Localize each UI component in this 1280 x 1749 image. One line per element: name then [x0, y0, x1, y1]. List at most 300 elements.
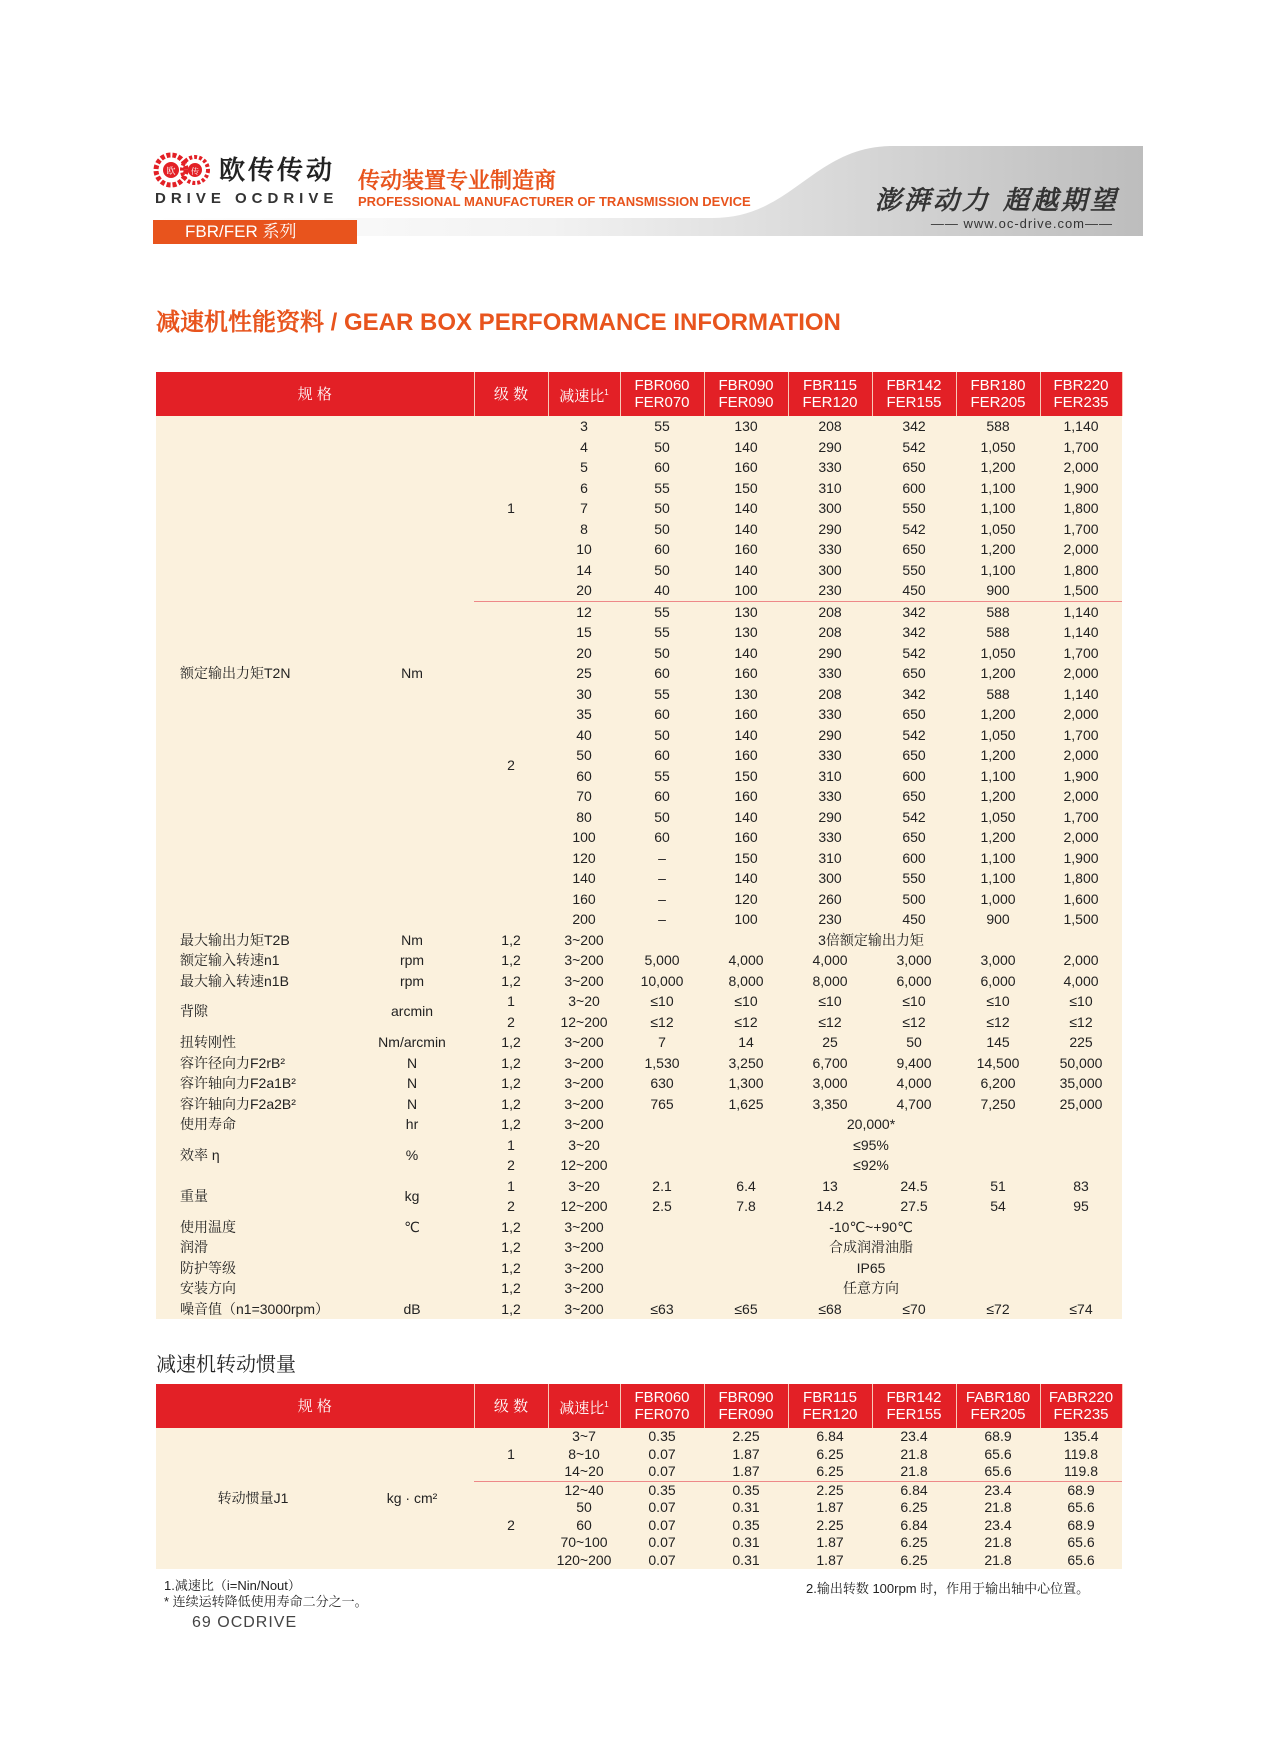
- spec-label: 使用寿命: [156, 1114, 350, 1135]
- ratio-cell: 20: [548, 643, 620, 664]
- value-cell: 450: [872, 909, 956, 930]
- value-cell: 1,600: [1040, 889, 1122, 910]
- value-cell: –: [620, 889, 704, 910]
- ratio-cell: 3~7: [548, 1428, 620, 1446]
- value-cell: 588: [956, 622, 1040, 643]
- ratio-cell: 3~200: [548, 1299, 620, 1320]
- value-cell: 1,100: [956, 766, 1040, 787]
- spec-label: 最大输入转速n1B: [156, 971, 350, 992]
- value-cell: 0.07: [620, 1446, 704, 1464]
- value-cell: 21.8: [956, 1534, 1040, 1552]
- value-cell: 1,700: [1040, 437, 1122, 458]
- value-cell: 130: [704, 601, 788, 622]
- value-cell: 450: [872, 580, 956, 601]
- stage-cell: 1,2: [474, 1217, 548, 1238]
- value-cell: 65.6: [1040, 1552, 1122, 1570]
- span-value-cell: 合成润滑油脂: [620, 1237, 1122, 1258]
- ratio-cell: 8: [548, 519, 620, 540]
- spec-unit: [350, 1237, 474, 1258]
- span-value-cell: IP65: [620, 1258, 1122, 1279]
- value-cell: 0.07: [620, 1534, 704, 1552]
- stage-cell: 1: [474, 1135, 548, 1156]
- value-cell: 310: [788, 766, 872, 787]
- table-row: [156, 1032, 1122, 1053]
- ratio-cell: 10: [548, 539, 620, 560]
- ratio-cell: 4: [548, 437, 620, 458]
- value-cell: 290: [788, 725, 872, 746]
- value-cell: 342: [872, 416, 956, 437]
- value-cell: ≤10: [1040, 991, 1122, 1012]
- span-value-cell: 3倍额定输出力矩: [620, 930, 1122, 951]
- spec-label: 使用温度: [156, 1217, 350, 1238]
- value-cell: 160: [704, 539, 788, 560]
- value-cell: 3,250: [704, 1053, 788, 1074]
- value-cell: 310: [788, 478, 872, 499]
- value-cell: 2.25: [788, 1517, 872, 1535]
- value-cell: 4,000: [1040, 971, 1122, 992]
- value-cell: 230: [788, 580, 872, 601]
- performance-table: [156, 372, 1123, 1319]
- value-cell: 3,000: [956, 950, 1040, 971]
- value-cell: 600: [872, 766, 956, 787]
- value-cell: 6.25: [872, 1552, 956, 1570]
- value-cell: 1.87: [704, 1446, 788, 1464]
- ratio-cell: 50: [548, 1499, 620, 1517]
- value-cell: 2,000: [1040, 950, 1122, 971]
- value-cell: 0.07: [620, 1463, 704, 1481]
- ratio-cell: 3~200: [548, 1073, 620, 1094]
- value-cell: 55: [620, 766, 704, 787]
- table-row: [156, 1094, 1122, 1115]
- value-cell: 2,000: [1040, 539, 1122, 560]
- inertia-unit: kg · cm²: [350, 1428, 474, 1569]
- value-cell: 60: [620, 457, 704, 478]
- value-cell: 650: [872, 539, 956, 560]
- value-cell: 1,140: [1040, 416, 1122, 437]
- table-row: [156, 930, 1122, 951]
- value-cell: 7: [620, 1032, 704, 1053]
- value-cell: 208: [788, 416, 872, 437]
- value-cell: 6.25: [872, 1534, 956, 1552]
- value-cell: 7.8: [704, 1196, 788, 1217]
- value-cell: 1,050: [956, 519, 1040, 540]
- value-cell: 50,000: [1040, 1053, 1122, 1074]
- value-cell: 150: [704, 478, 788, 499]
- value-cell: 27.5: [872, 1196, 956, 1217]
- model-header: FBR180 FER205: [956, 372, 1040, 416]
- value-cell: 0.35: [704, 1517, 788, 1535]
- stage-cell: 2: [474, 601, 548, 930]
- series-tab: FBR/FER 系列: [153, 220, 357, 244]
- value-cell: 208: [788, 684, 872, 705]
- value-cell: 650: [872, 457, 956, 478]
- ratio-cell: 3~200: [548, 1053, 620, 1074]
- value-cell: 21.8: [956, 1499, 1040, 1517]
- value-cell: 6.84: [872, 1481, 956, 1499]
- value-cell: 1,100: [956, 498, 1040, 519]
- value-cell: 40: [620, 580, 704, 601]
- spec-label: 容许轴向力F2a2B²: [156, 1094, 350, 1115]
- value-cell: ≤12: [704, 1012, 788, 1033]
- value-cell: 140: [704, 498, 788, 519]
- ratio-cell: 6: [548, 478, 620, 499]
- value-cell: 330: [788, 827, 872, 848]
- value-cell: 1,100: [956, 560, 1040, 581]
- value-cell: 1,625: [704, 1094, 788, 1115]
- value-cell: 100: [704, 580, 788, 601]
- value-cell: 25: [788, 1032, 872, 1053]
- page-number: 69 OCDRIVE: [192, 1614, 298, 1631]
- value-cell: 342: [872, 622, 956, 643]
- ratio-cell: 12~200: [548, 1196, 620, 1217]
- spec-label: 噪音值（n1=3000rpm）: [156, 1299, 350, 1320]
- value-cell: 330: [788, 457, 872, 478]
- ratio-cell: 60: [548, 1517, 620, 1535]
- table-row: [156, 1299, 1122, 1320]
- value-cell: 150: [704, 766, 788, 787]
- value-cell: 225: [1040, 1032, 1122, 1053]
- spec-unit: rpm: [350, 971, 474, 992]
- value-cell: 290: [788, 643, 872, 664]
- value-cell: 50: [620, 725, 704, 746]
- stage-cell: 1,2: [474, 1237, 548, 1258]
- value-cell: 2.5: [620, 1196, 704, 1217]
- value-cell: 130: [704, 416, 788, 437]
- value-cell: 55: [620, 478, 704, 499]
- spec-unit: ℃: [350, 1217, 474, 1238]
- value-cell: 23.4: [872, 1428, 956, 1446]
- value-cell: 1,800: [1040, 560, 1122, 581]
- stage-cell: 1,2: [474, 1073, 548, 1094]
- value-cell: 1.87: [788, 1499, 872, 1517]
- ratio-cell: 70~100: [548, 1534, 620, 1552]
- value-cell: 6.25: [788, 1446, 872, 1464]
- ratio-cell: 200: [548, 909, 620, 930]
- value-cell: 140: [704, 725, 788, 746]
- stage-cell: 1,2: [474, 1032, 548, 1053]
- value-cell: 1.87: [704, 1463, 788, 1481]
- value-cell: 1,100: [956, 848, 1040, 869]
- value-cell: 1,100: [956, 868, 1040, 889]
- value-cell: 60: [620, 663, 704, 684]
- value-cell: –: [620, 909, 704, 930]
- value-cell: 140: [704, 560, 788, 581]
- ratio-cell: 3~200: [548, 1217, 620, 1238]
- ratio-cell: 25: [548, 663, 620, 684]
- value-cell: 1,300: [704, 1073, 788, 1094]
- value-cell: 0.31: [704, 1534, 788, 1552]
- value-cell: ≤74: [1040, 1299, 1122, 1320]
- ratio-cell: 40: [548, 725, 620, 746]
- value-cell: 35,000: [1040, 1073, 1122, 1094]
- table-row: [156, 1237, 1122, 1258]
- value-cell: 4,000: [872, 1073, 956, 1094]
- value-cell: 83: [1040, 1176, 1122, 1197]
- spec-unit: dB: [350, 1299, 474, 1320]
- value-cell: 150: [704, 848, 788, 869]
- ratio-cell: 3~200: [548, 1278, 620, 1299]
- value-cell: 1,050: [956, 437, 1040, 458]
- value-cell: ≤12: [788, 1012, 872, 1033]
- value-cell: 630: [620, 1073, 704, 1094]
- ratio-cell: 5: [548, 457, 620, 478]
- value-cell: 0.07: [620, 1517, 704, 1535]
- value-cell: 60: [620, 539, 704, 560]
- spec-unit: hr: [350, 1114, 474, 1135]
- value-cell: 1,140: [1040, 684, 1122, 705]
- value-cell: 600: [872, 848, 956, 869]
- value-cell: 330: [788, 663, 872, 684]
- value-cell: 1,500: [1040, 909, 1122, 930]
- value-cell: 1,900: [1040, 848, 1122, 869]
- value-cell: 160: [704, 704, 788, 725]
- value-cell: 13: [788, 1176, 872, 1197]
- table-row: [156, 971, 1122, 992]
- value-cell: 54: [956, 1196, 1040, 1217]
- value-cell: 1,200: [956, 745, 1040, 766]
- value-cell: 290: [788, 437, 872, 458]
- value-cell: 1,050: [956, 725, 1040, 746]
- torque-label: 额定输出力矩T2N: [156, 416, 350, 930]
- spec-unit: [350, 1258, 474, 1279]
- stage-header: 级 数: [474, 372, 548, 416]
- ratio-cell: 100: [548, 827, 620, 848]
- value-cell: 588: [956, 684, 1040, 705]
- span-value-cell: ≤95%: [620, 1135, 1122, 1156]
- value-cell: 1,000: [956, 889, 1040, 910]
- ratio-header: 减速比$^1$: [548, 372, 620, 416]
- ratio-cell: 3~200: [548, 1114, 620, 1135]
- model-header: FBR060 FER070: [620, 372, 704, 416]
- spec-header: 规 格: [156, 1384, 474, 1428]
- ratio-cell: 50: [548, 745, 620, 766]
- value-cell: 51: [956, 1176, 1040, 1197]
- table-row: [156, 1176, 1122, 1197]
- ratio-cell: 14: [548, 560, 620, 581]
- model-header: FABR180 FER205: [956, 1384, 1040, 1428]
- table-header-row: [156, 372, 1122, 416]
- model-header: FBR060 FER070: [620, 1384, 704, 1428]
- table-row: [156, 991, 1122, 1012]
- value-cell: 1.87: [788, 1534, 872, 1552]
- spec-unit: N: [350, 1094, 474, 1115]
- spec-unit: rpm: [350, 950, 474, 971]
- value-cell: 8,000: [704, 971, 788, 992]
- value-cell: 60: [620, 786, 704, 807]
- value-cell: 160: [704, 786, 788, 807]
- value-cell: 650: [872, 786, 956, 807]
- value-cell: 330: [788, 745, 872, 766]
- value-cell: 1,200: [956, 457, 1040, 478]
- value-cell: 68.9: [1040, 1481, 1122, 1499]
- stage-cell: 1,2: [474, 1114, 548, 1135]
- ratio-cell: 3~200: [548, 1094, 620, 1115]
- value-cell: 7,250: [956, 1094, 1040, 1115]
- value-cell: 1,900: [1040, 766, 1122, 787]
- table-row: [156, 1278, 1122, 1299]
- value-cell: 21.8: [956, 1552, 1040, 1570]
- stage-cell: 1: [474, 991, 548, 1012]
- stage-cell: 1,2: [474, 1299, 548, 1320]
- value-cell: 65.6: [956, 1463, 1040, 1481]
- value-cell: 1,200: [956, 663, 1040, 684]
- stage-cell: 2: [474, 1196, 548, 1217]
- value-cell: 1,140: [1040, 622, 1122, 643]
- spec-label: 背隙: [156, 991, 350, 1032]
- value-cell: 50: [620, 807, 704, 828]
- value-cell: 1,530: [620, 1053, 704, 1074]
- value-cell: 290: [788, 519, 872, 540]
- value-cell: 65.6: [1040, 1534, 1122, 1552]
- ratio-cell: 3: [548, 416, 620, 437]
- value-cell: 140: [704, 807, 788, 828]
- span-value-cell: 20,000*: [620, 1114, 1122, 1135]
- value-cell: 55: [620, 601, 704, 622]
- value-cell: 1,200: [956, 827, 1040, 848]
- table-row: [156, 1135, 1122, 1156]
- value-cell: ≤10: [872, 991, 956, 1012]
- value-cell: 1,900: [1040, 478, 1122, 499]
- stage-cell: 1,2: [474, 1094, 548, 1115]
- value-cell: 95: [1040, 1196, 1122, 1217]
- value-cell: 1,800: [1040, 868, 1122, 889]
- value-cell: 119.8: [1040, 1446, 1122, 1464]
- value-cell: 1,700: [1040, 725, 1122, 746]
- value-cell: 60: [620, 827, 704, 848]
- value-cell: 2.25: [788, 1481, 872, 1499]
- stage-cell: 1: [474, 1176, 548, 1197]
- value-cell: 542: [872, 643, 956, 664]
- value-cell: ≤68: [788, 1299, 872, 1320]
- value-cell: 6.25: [788, 1463, 872, 1481]
- value-cell: 650: [872, 663, 956, 684]
- table-row: [156, 1114, 1122, 1135]
- spec-label: 容许径向力F2rB²: [156, 1053, 350, 1074]
- value-cell: 0.31: [704, 1499, 788, 1517]
- value-cell: 1,700: [1040, 643, 1122, 664]
- value-cell: 588: [956, 601, 1040, 622]
- value-cell: 160: [704, 457, 788, 478]
- table-row: [156, 950, 1122, 971]
- value-cell: 24.5: [872, 1176, 956, 1197]
- value-cell: 1,100: [956, 478, 1040, 499]
- value-cell: 342: [872, 601, 956, 622]
- value-cell: 1,200: [956, 539, 1040, 560]
- value-cell: 2,000: [1040, 786, 1122, 807]
- model-header: FABR220 FER235: [1040, 1384, 1122, 1428]
- span-value-cell: ≤92%: [620, 1155, 1122, 1176]
- value-cell: 4,700: [872, 1094, 956, 1115]
- value-cell: 119.8: [1040, 1463, 1122, 1481]
- spec-label: 扭转刚性: [156, 1032, 350, 1053]
- model-header: FBR090 FER090: [704, 1384, 788, 1428]
- ratio-cell: 120~200: [548, 1552, 620, 1570]
- ratio-cell: 7: [548, 498, 620, 519]
- value-cell: 130: [704, 622, 788, 643]
- ratio-cell: 3~200: [548, 950, 620, 971]
- value-cell: 230: [788, 909, 872, 930]
- value-cell: 6,000: [956, 971, 1040, 992]
- ratio-cell: 3~20: [548, 1135, 620, 1156]
- value-cell: 55: [620, 684, 704, 705]
- value-cell: 1.87: [788, 1552, 872, 1570]
- value-cell: 900: [956, 909, 1040, 930]
- spec-unit: Nm: [350, 930, 474, 951]
- value-cell: 140: [704, 519, 788, 540]
- value-cell: 0.07: [620, 1499, 704, 1517]
- value-cell: 2.25: [704, 1428, 788, 1446]
- value-cell: 542: [872, 437, 956, 458]
- spec-unit: %: [350, 1135, 474, 1176]
- footnote-ratio: 1.减速比（i=Nin/Nout）: [164, 1578, 301, 1593]
- value-cell: ≤12: [956, 1012, 1040, 1033]
- website-url: —— www.oc-drive.com——: [930, 216, 1113, 231]
- value-cell: 1,700: [1040, 807, 1122, 828]
- value-cell: ≤12: [872, 1012, 956, 1033]
- model-header: FBR115 FER120: [788, 1384, 872, 1428]
- value-cell: 120: [704, 889, 788, 910]
- value-cell: 1,140: [1040, 601, 1122, 622]
- span-value-cell: -10℃~+90℃: [620, 1217, 1122, 1238]
- value-cell: 542: [872, 519, 956, 540]
- ratio-cell: 20: [548, 580, 620, 601]
- value-cell: ≤12: [620, 1012, 704, 1033]
- footnotes: [164, 1578, 368, 1610]
- ratio-cell: 15: [548, 622, 620, 643]
- model-header: FBR115 FER120: [788, 372, 872, 416]
- value-cell: 330: [788, 539, 872, 560]
- value-cell: 23.4: [956, 1517, 1040, 1535]
- value-cell: 542: [872, 725, 956, 746]
- value-cell: 0.35: [704, 1481, 788, 1499]
- value-cell: ≤10: [620, 991, 704, 1012]
- value-cell: 160: [704, 663, 788, 684]
- value-cell: 650: [872, 745, 956, 766]
- ratio-cell: 120: [548, 848, 620, 869]
- ratio-cell: 3~200: [548, 1237, 620, 1258]
- stage-cell: 1,2: [474, 971, 548, 992]
- value-cell: 68.9: [956, 1428, 1040, 1446]
- value-cell: 1,200: [956, 786, 1040, 807]
- spec-label: 防护等级: [156, 1258, 350, 1279]
- spec-unit: Nm/arcmin: [350, 1032, 474, 1053]
- value-cell: 1,700: [1040, 519, 1122, 540]
- value-cell: 135.4: [1040, 1428, 1122, 1446]
- value-cell: 50: [872, 1032, 956, 1053]
- value-cell: 1,500: [1040, 580, 1122, 601]
- ratio-cell: 80: [548, 807, 620, 828]
- spec-label: 安装方向: [156, 1278, 350, 1299]
- spec-unit: kg: [350, 1176, 474, 1217]
- stage-cell: 1: [474, 416, 548, 601]
- value-cell: 4,000: [788, 950, 872, 971]
- spec-unit: [350, 1278, 474, 1299]
- value-cell: ≤10: [956, 991, 1040, 1012]
- value-cell: 300: [788, 868, 872, 889]
- value-cell: 6.84: [788, 1428, 872, 1446]
- model-header: FBR142 FER155: [872, 372, 956, 416]
- ratio-cell: 12~40: [548, 1481, 620, 1499]
- table-row: [156, 1217, 1122, 1238]
- value-cell: 300: [788, 498, 872, 519]
- value-cell: 1,200: [956, 704, 1040, 725]
- ratio-cell: 3~200: [548, 1258, 620, 1279]
- stage-cell: 2: [474, 1481, 548, 1569]
- value-cell: 145: [956, 1032, 1040, 1053]
- value-cell: ≤72: [956, 1299, 1040, 1320]
- value-cell: 5,000: [620, 950, 704, 971]
- value-cell: 100: [704, 909, 788, 930]
